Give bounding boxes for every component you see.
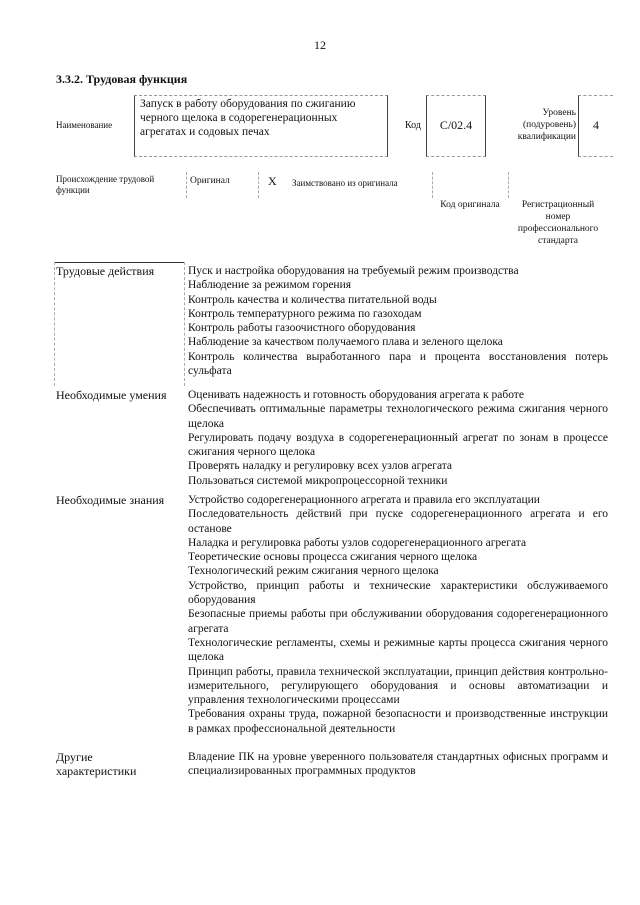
- level-label: Уровень (подуровень) квалификации: [517, 108, 576, 142]
- table-top-left-border: [54, 262, 184, 263]
- origin-divider-2: [258, 172, 259, 198]
- list-item: Наблюдение за качеством получаемого плава и зеленого щелока: [188, 336, 503, 349]
- section-heading: 3.3.2. Трудовая функция: [56, 72, 188, 86]
- table-mid-border: [184, 262, 185, 386]
- list-item: Технологический режим сжигания черного щелока: [188, 565, 439, 578]
- origin-divider-1: [186, 172, 187, 198]
- section-label-labor-actions: Трудовые действия: [56, 264, 155, 278]
- list-item: Наладка и регулировка работы узлов содорегенерационного агрегата: [188, 536, 527, 549]
- list-item: Технологические регламенты, схемы и режимные карты процесса сжигания черного щелока: [188, 636, 608, 664]
- list-item: Устройство, принцип работы и технические характеристики обслуживаемого оборудования: [188, 579, 608, 607]
- list-item: Пуск и настройка оборудования на требуемый режим производства: [188, 265, 519, 277]
- list-item: Наблюдение за режимом горения: [188, 279, 352, 292]
- list-item: Оценивать надежность и готовность оборудования агрегата к работе: [188, 389, 524, 401]
- skills-list: [188, 388, 608, 488]
- list-item: Регулировать подачу воздуха в содорегенерационный агрегат по зонам в процессе сжигания черного щелока: [188, 431, 608, 459]
- section-label-skills: Необходимые умения: [56, 388, 167, 402]
- origin-borrowed: Заимствовано из оригинала: [292, 178, 398, 188]
- labor-actions-list: [188, 264, 608, 378]
- list-item: Требования охраны труда, пожарной безопасности и производственные инструкции в рамках профессиональной деятельности: [188, 708, 608, 735]
- function-name: Запуск в работу оборудования по сжиганию черного щелока в содорегенерационных агрегатах и содовых печах: [140, 98, 356, 138]
- registration-number-label: Регистрационный номер профессионального стандарта: [517, 200, 599, 246]
- section-label-other: Другие характеристики: [56, 750, 137, 779]
- list-item: Принцип работы, правила технической эксплуатации, принцип действия контрольно-измерительного, регулирующего оборудования и основы автоматизации и управления технологическими процессами: [188, 665, 608, 707]
- origin-mark: X: [268, 174, 277, 188]
- code-value: С/02.4: [439, 118, 473, 132]
- page-number: 12: [314, 38, 326, 52]
- list-item: Владение ПК на уровне уверенного пользователя стандартных офисных программ и специализированных программных продуктов: [188, 751, 608, 778]
- origin-label: Происхождение трудовой функции: [56, 174, 155, 195]
- list-item: Проверять наладку и регулировку всех узлов агрегата: [188, 460, 453, 473]
- knowledge-list: [188, 493, 608, 736]
- code-original-label: Код оригинала: [440, 200, 500, 210]
- name-label: Наименование: [56, 120, 113, 130]
- level-value: 4: [593, 118, 599, 132]
- table-left-border: [54, 262, 55, 386]
- list-item: Теоретические основы процесса сжигания черного щелока: [188, 551, 478, 564]
- list-item: Контроль работы газоочистного оборудования: [188, 322, 416, 335]
- other-list: [188, 750, 608, 779]
- list-item: Контроль температурного режима по газоходам: [188, 307, 422, 320]
- list-item: Обеспечивать оптимальные параметры технологического режима сжигания черного щелока: [188, 403, 608, 430]
- origin-divider-3: [432, 172, 433, 198]
- list-item: Устройство содорегенерационного агрегата и правила его эксплуатации: [188, 494, 540, 506]
- origin-original: Оригинал: [190, 176, 230, 186]
- origin-divider-4: [508, 172, 509, 198]
- code-label: Код: [405, 120, 421, 131]
- section-label-knowledge: Необходимые знания: [56, 493, 165, 507]
- list-item: Контроль качества и количества питательной воды: [188, 293, 437, 306]
- list-item: Контроль количества выработанного пара и процента восстановления потерь сульфата: [188, 350, 608, 378]
- list-item: Последовательность действий при пуске содорегенерационного агрегата и его останове: [188, 508, 608, 535]
- list-item: Пользоваться системой микропроцессорной техники: [188, 474, 448, 487]
- list-item: Безопасные приемы работы при обслуживании оборудования содорегенерационного агрегата: [188, 608, 608, 635]
